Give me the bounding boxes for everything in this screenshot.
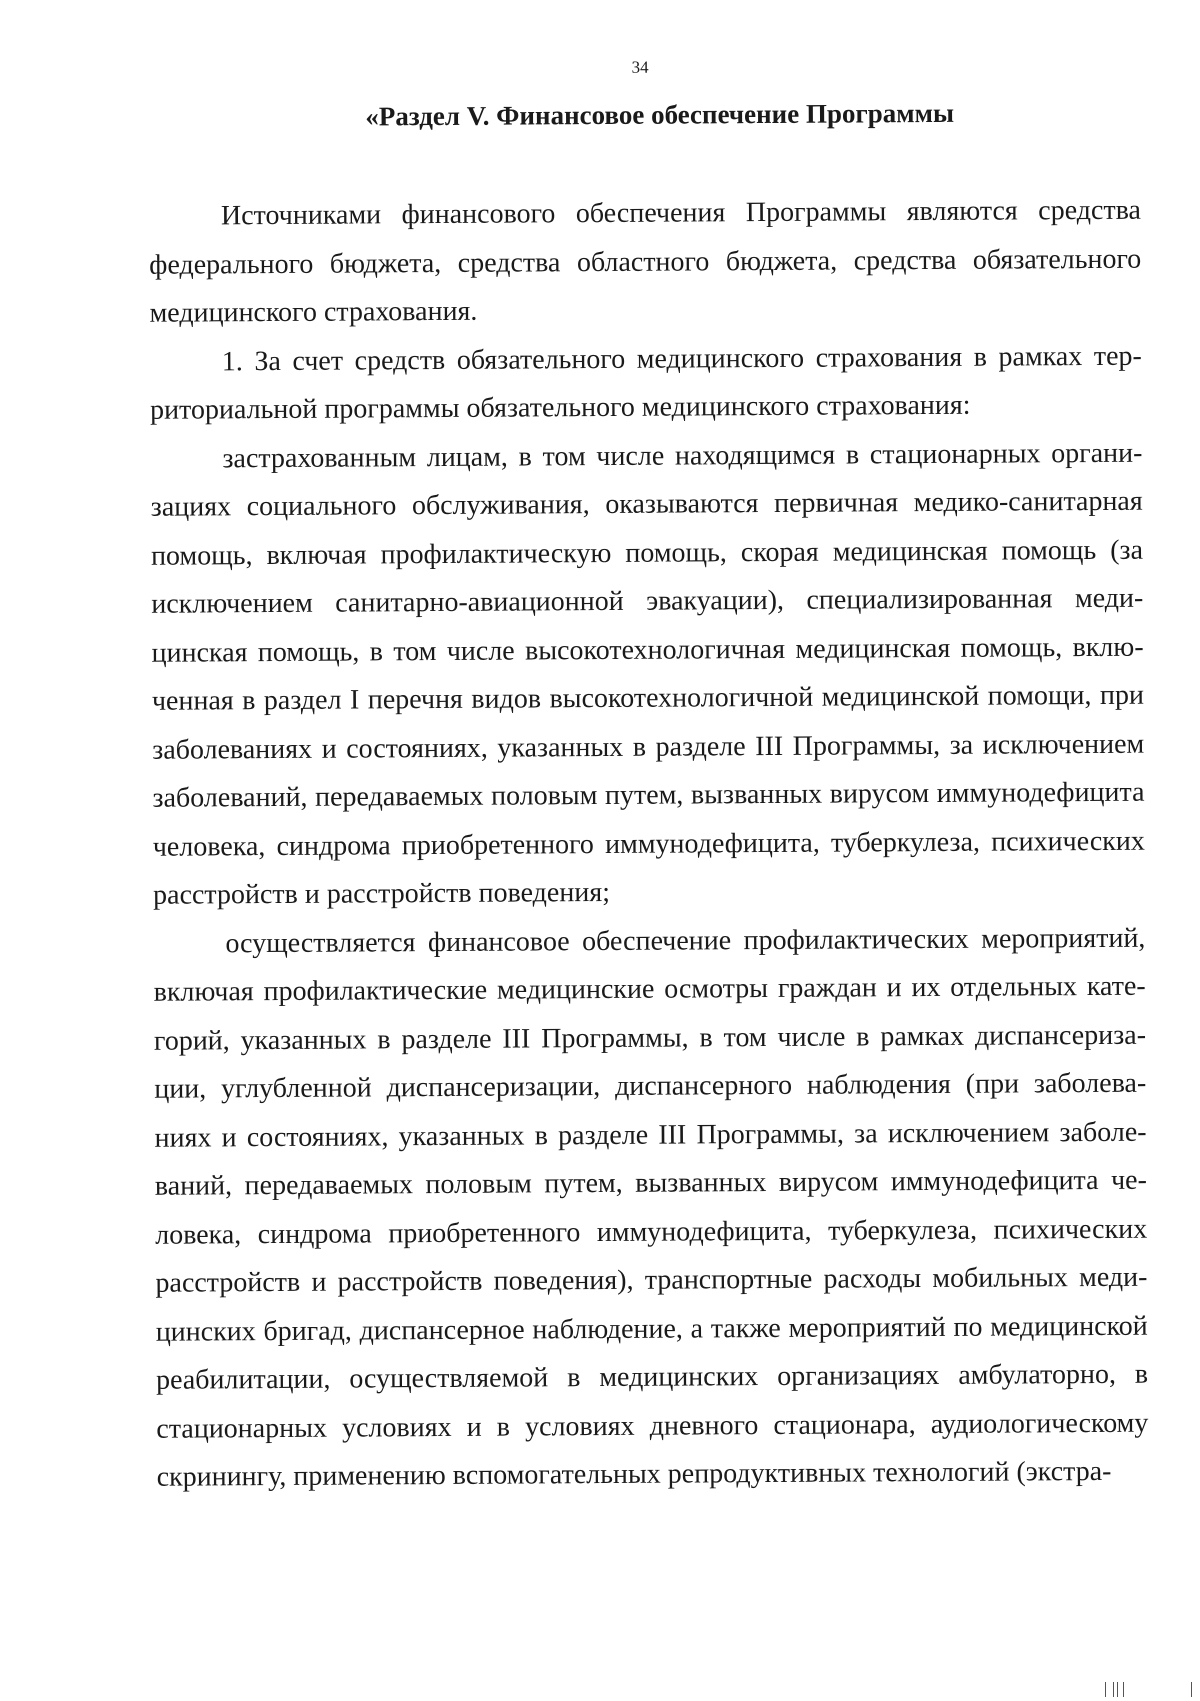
body-text [149,187,1149,1503]
paragraph-insured-persons: застрахованным лицам, в том числе находящимся в стационарных организациях социального обслуживания, оказываются первичная медико-санитарная помощь, включая профилактическую помощь, скорая медицинская помощь (за исключением санитарно-авиационной эвакуации), специализированная медицинская помощь, в том числе высокотехнологичная медицинская помощь, включенная в раздел I перечня видов высокотехнологичной медицинской помощи, при заболеваниях и состояниях, указанных в разделе III Программы, за исключением заболеваний, передаваемых половым путем, вызванных вирусом иммунодефицита человека, синдрома приобретенного иммунодефицита, туберкулеза, психических расстройств и расстройств поведения; [150,437,1145,911]
scan-marks [1100,1682,1200,1697]
page-number: 34 [631,57,649,77]
section-title: «Раздел V. Финансовое обеспечение Программы [365,97,955,132]
paragraph-preventive-measures: осуществляется финансовое обеспечение профилактических мероприятий, включая профилактические медицинские осмотры граждан и их отдельных категорий, указанных в разделе III Программы, в том числе в рамках диспансеризации, углубленной диспансеризации, диспансерного наблюдения (при заболеваниях и состояниях, указанных в разделе III Программы, за исключением заболеваний, передаваемых половым путем, вызванных вирусом иммунодефицита человека, синдрома приобретенного иммунодефицита, туберкулеза, психических расстройств и расстройств поведения), транспортные расходы мобильных медицинских бригад, диспансерное наблюдение, а также мероприятий по медицинской реабилитации, осуществляемой в медицинских организациях амбулаторно, в стационарных условиях и в условиях дневного стационара, аудиологическому скринингу, применению вспомогательных репродуктивных технологий (экстра- [153,922,1149,1493]
paragraph-funding-sources: Источниками финансового обеспечения Программы являются средства федерального бюджета, средства областного бюджета, средства обязательного медицинского страхования. [149,194,1142,329]
paragraph-item-1: 1. За счет средств обязательного медицинского страхования в рамках территориальной программы обязательного медицинского страхования: [150,340,1142,426]
